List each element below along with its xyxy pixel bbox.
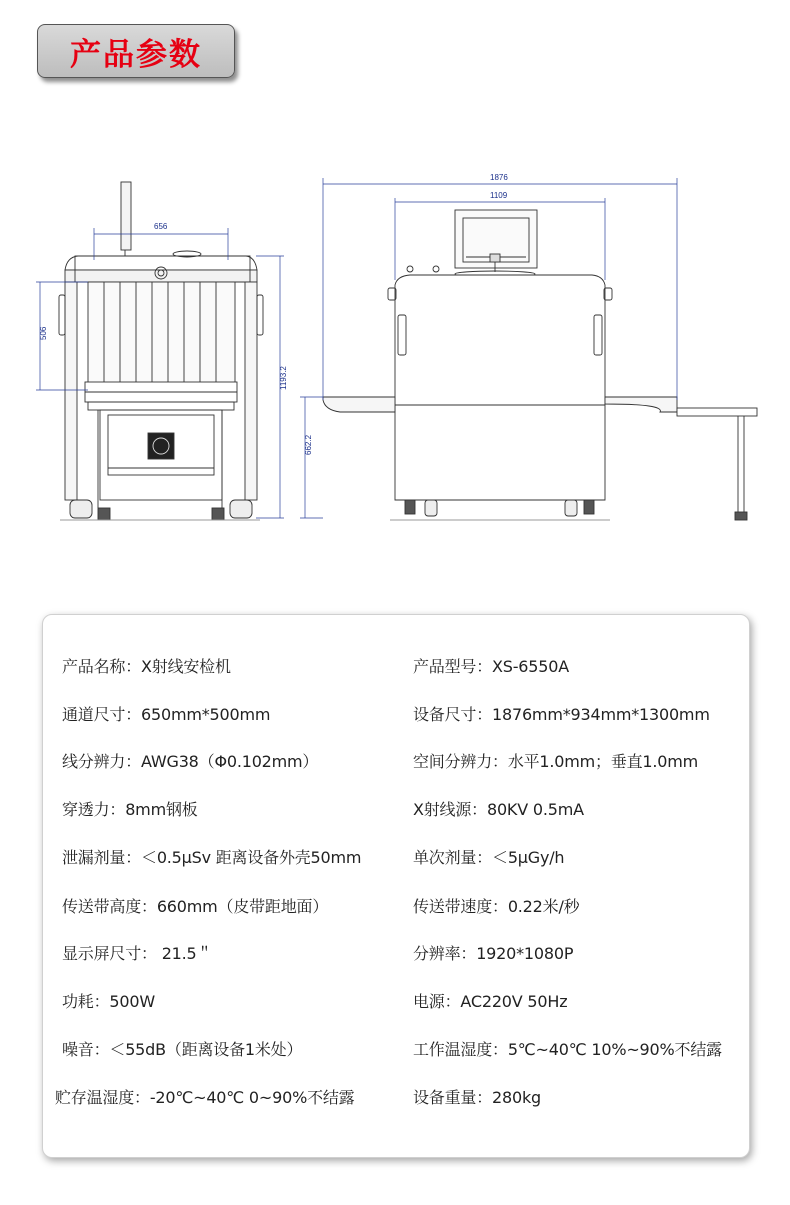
dim-belt-height-662: 662.2	[304, 434, 313, 455]
spec-belt-height: 传送带高度：660mm（皮带距地面）	[62, 897, 329, 916]
technical-drawing	[0, 160, 790, 540]
spec-power-consumption: 功耗：500W	[62, 992, 155, 1011]
section-title-badge	[37, 24, 235, 78]
dim-length-1876: 1876	[490, 173, 508, 182]
spec-product-name: 产品名称：X射线安检机	[62, 657, 231, 676]
spec-tunnel-size: 通道尺寸：650mm*500mm	[62, 705, 271, 724]
spec-card	[42, 614, 750, 1158]
spec-device-size: 设备尺寸：1876mm*934mm*1300mm	[413, 705, 710, 724]
dim-body-length-1109: 1109	[490, 191, 508, 200]
spec-power-supply: 电源：AC220V 50Hz	[413, 992, 568, 1011]
spec-spatial-resolution: 空间分辨力：水平1.0mm；垂直1.0mm	[413, 752, 699, 771]
spec-wire-resolution: 线分辨力：AWG38（Φ0.102mm）	[62, 752, 319, 771]
section-title: 产品参数	[70, 36, 202, 73]
side-view	[323, 210, 757, 520]
spec-belt-speed: 传送带速度：0.22米/秒	[413, 897, 580, 916]
dim-total-height-1193: 1193.2	[279, 366, 288, 390]
dim-tunnel-height-506: 506	[39, 326, 48, 340]
spec-operating-conditions: 工作温湿度：5℃~40℃ 10%~90%不结露	[413, 1040, 722, 1059]
spec-leakage-dose: 泄漏剂量：＜0.5μSv 距离设备外壳50mm	[62, 848, 362, 867]
dim-width-656: 656	[154, 222, 168, 231]
spec-display-size: 显示屏尺寸： 21.5＂	[62, 944, 213, 963]
spec-xray-source: X射线源：80KV 0.5mA	[413, 800, 584, 819]
spec-model: 产品型号：XS-6550A	[413, 657, 569, 676]
front-view	[59, 182, 263, 520]
technical-drawing-svg	[0, 160, 790, 540]
spec-resolution: 分辨率：1920*1080P	[413, 944, 574, 963]
spec-weight: 设备重量：280kg	[413, 1088, 541, 1107]
spec-penetration: 穿透力：8mm钢板	[62, 800, 198, 819]
spec-storage-conditions: 贮存温湿度：-20℃~40℃ 0~90%不结露	[55, 1088, 355, 1107]
spec-noise: 噪音：＜55dB（距离设备1米处）	[62, 1040, 303, 1059]
spec-single-dose: 单次剂量：＜5μGy/h	[413, 848, 565, 867]
